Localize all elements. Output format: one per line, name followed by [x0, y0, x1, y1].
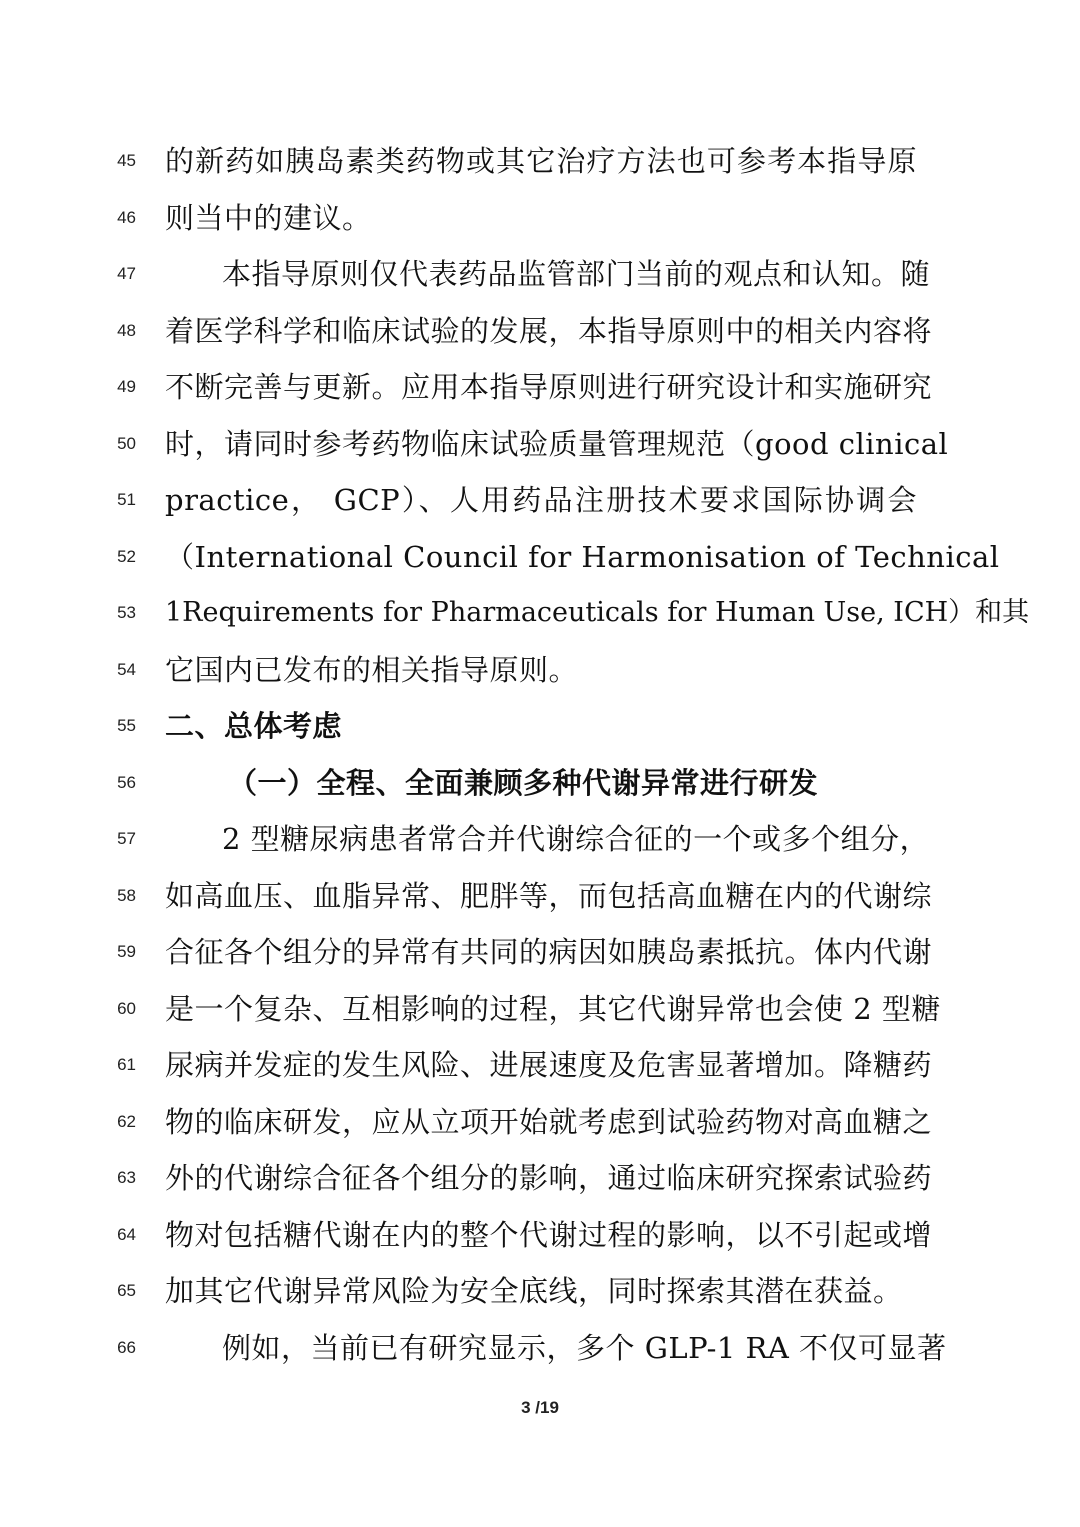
text-line [0, 472, 1080, 528]
text-line [0, 303, 1080, 359]
text-line [0, 981, 1080, 1037]
line-text: 合征各个组分的异常有共同的病因如胰岛素抵抗。体内代谢 [165, 935, 933, 969]
line-number: 65 [117, 1281, 136, 1300]
text-line [0, 1263, 1080, 1319]
text-line [0, 642, 1080, 698]
text-line [0, 246, 1080, 302]
line-number: 55 [117, 716, 136, 735]
line-number: 51 [117, 490, 136, 509]
line-number: 60 [117, 999, 136, 1018]
text-line [0, 1150, 1080, 1206]
line-text: 它国内已发布的相关指导原则。 [165, 653, 579, 687]
page-number: 3 /19 [521, 1398, 559, 1417]
line-text: 则当中的建议。 [165, 201, 372, 235]
text-line [0, 133, 1080, 189]
line-number: 58 [117, 886, 136, 905]
line-number: 52 [117, 547, 136, 566]
text-line [0, 1094, 1080, 1150]
line-number: 49 [117, 377, 136, 396]
text-line [0, 416, 1080, 472]
line-number: 48 [117, 321, 136, 340]
line-text: 的新药如胰岛素类药物或其它治疗方法也可参考本指导原 [165, 144, 917, 178]
text-line [0, 1037, 1080, 1093]
line-text: 物的临床研发，应从立项开始就考虑到试验药物对高血糖之 [165, 1105, 933, 1139]
line-text: 1Requirements for Pharmaceuticals for Human Use, ICH）和其 [165, 597, 1030, 628]
line-text: 是一个复杂、互相影响的过程，其它代谢异常也会使 2 型糖 [165, 992, 941, 1026]
text-line [0, 1320, 1080, 1376]
line-number: 61 [117, 1055, 136, 1074]
line-text: practice， GCP）、人用药品注册技术要求国际协调会 [165, 483, 917, 517]
line-number: 54 [117, 660, 136, 679]
line-text: 如高血压、血脂异常、肥胖等，而包括高血糖在内的代谢综 [165, 879, 933, 913]
line-text: 本指导原则仅代表药品监管部门当前的观点和认知。随 [222, 257, 931, 291]
line-number: 63 [117, 1168, 136, 1187]
line-number: 57 [117, 829, 136, 848]
line-number: 62 [117, 1112, 136, 1131]
section-heading: 二、总体考虑 [165, 709, 343, 743]
text-line [0, 1207, 1080, 1263]
line-text: 物对包括糖代谢在内的整个代谢过程的影响，以不引起或增 [165, 1218, 933, 1252]
line-text: 不断完善与更新。应用本指导原则进行研究设计和实施研究 [165, 370, 933, 404]
text-line [0, 868, 1080, 924]
line-number: 47 [117, 264, 136, 283]
text-line [0, 755, 1080, 811]
text-line [0, 529, 1080, 585]
line-number: 66 [117, 1338, 136, 1357]
line-text: 着医学科学和临床试验的发展，本指导原则中的相关内容将 [165, 314, 933, 348]
text-line [0, 585, 1080, 641]
line-number: 56 [117, 773, 136, 792]
subsection-heading: （一）全程、全面兼顾多种代谢异常进行研发 [228, 766, 819, 800]
line-text: 例如，当前已有研究显示，多个 GLP-1 RA 不仅可显著 [222, 1331, 947, 1365]
text-line [0, 811, 1080, 867]
text-line [0, 924, 1080, 980]
line-number: 46 [117, 208, 136, 227]
line-text: （International Council for Harmonisation of Technical [165, 540, 1000, 574]
line-text: 尿病并发症的发生风险、进展速度及危害显著增加。降糖药 [165, 1048, 933, 1082]
line-number: 64 [117, 1225, 136, 1244]
line-number: 50 [117, 434, 136, 453]
line-text: 外的代谢综合征各个组分的影响，通过临床研究探索试验药 [165, 1161, 933, 1195]
text-line [0, 359, 1080, 415]
line-number: 59 [117, 942, 136, 961]
line-number: 45 [117, 151, 136, 170]
line-text: 时，请同时参考药物临床试验质量管理规范（good clinical [165, 427, 949, 461]
line-text: 加其它代谢异常风险为安全底线，同时探索其潜在获益。 [165, 1274, 903, 1308]
line-text: 2 型糖尿病患者常合并代谢综合征的一个或多个组分， [222, 822, 930, 856]
text-line [0, 190, 1080, 246]
line-number: 53 [117, 603, 136, 622]
text-line [0, 698, 1080, 754]
